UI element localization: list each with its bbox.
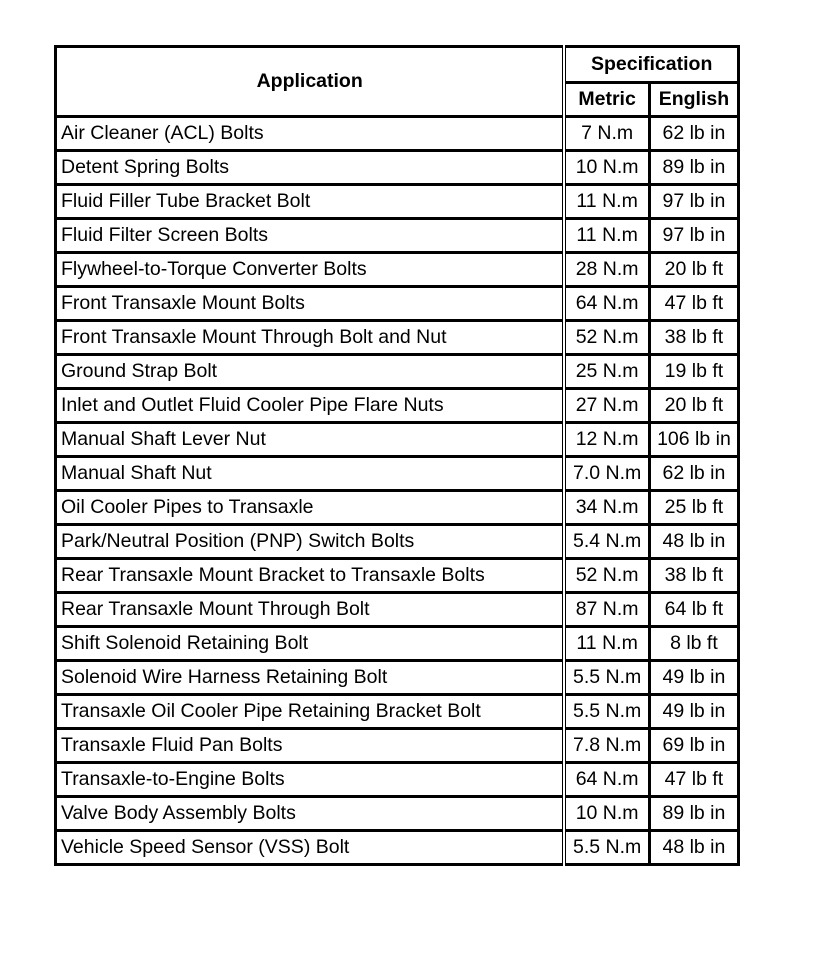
table-row (56, 831, 739, 865)
application-cell: Transaxle Fluid Pan Bolts (56, 729, 565, 763)
table-row (56, 423, 739, 457)
table-row (56, 117, 739, 151)
metric-value-cell: 64 N.m (564, 763, 649, 797)
english-value-cell: 38 lb ft (649, 559, 738, 593)
english-value-cell: 106 lb in (649, 423, 738, 457)
table-row (56, 151, 739, 185)
table-row (56, 695, 739, 729)
application-cell: Air Cleaner (ACL) Bolts (56, 117, 565, 151)
table-row (56, 797, 739, 831)
metric-value-cell: 52 N.m (564, 559, 649, 593)
application-cell: Transaxle-to-Engine Bolts (56, 763, 565, 797)
table-row (56, 219, 739, 253)
english-value-cell: 48 lb in (649, 831, 738, 865)
table-row (56, 287, 739, 321)
application-cell: Fluid Filler Tube Bracket Bolt (56, 185, 565, 219)
application-header: Application (56, 47, 565, 117)
metric-value-cell: 11 N.m (564, 219, 649, 253)
application-cell: Solenoid Wire Harness Retaining Bolt (56, 661, 565, 695)
english-header: English (649, 83, 738, 117)
application-cell: Fluid Filter Screen Bolts (56, 219, 565, 253)
english-value-cell: 69 lb in (649, 729, 738, 763)
english-value-cell: 89 lb in (649, 797, 738, 831)
english-value-cell: 38 lb ft (649, 321, 738, 355)
metric-value-cell: 7 N.m (564, 117, 649, 151)
metric-value-cell: 12 N.m (564, 423, 649, 457)
metric-value-cell: 28 N.m (564, 253, 649, 287)
table-header (56, 47, 739, 117)
application-cell: Valve Body Assembly Bolts (56, 797, 565, 831)
metric-value-cell: 5.5 N.m (564, 831, 649, 865)
application-cell: Ground Strap Bolt (56, 355, 565, 389)
application-cell: Rear Transaxle Mount Through Bolt (56, 593, 565, 627)
table-row (56, 355, 739, 389)
metric-value-cell: 87 N.m (564, 593, 649, 627)
table-row (56, 321, 739, 355)
table-row (56, 525, 739, 559)
application-cell: Shift Solenoid Retaining Bolt (56, 627, 565, 661)
table-row (56, 389, 739, 423)
table-row (56, 763, 739, 797)
english-value-cell: 25 lb ft (649, 491, 738, 525)
application-cell: Rear Transaxle Mount Bracket to Transaxle Bolts (56, 559, 565, 593)
specification-header: Specification (564, 47, 738, 83)
english-value-cell: 97 lb in (649, 185, 738, 219)
application-cell: Manual Shaft Nut (56, 457, 565, 491)
fastener-specification-table (54, 45, 740, 866)
english-value-cell: 49 lb in (649, 695, 738, 729)
application-cell: Transaxle Oil Cooler Pipe Retaining Bracket Bolt (56, 695, 565, 729)
metric-value-cell: 64 N.m (564, 287, 649, 321)
table-row (56, 729, 739, 763)
metric-value-cell: 10 N.m (564, 151, 649, 185)
application-cell: Oil Cooler Pipes to Transaxle (56, 491, 565, 525)
metric-value-cell: 7.0 N.m (564, 457, 649, 491)
english-value-cell: 89 lb in (649, 151, 738, 185)
metric-value-cell: 5.4 N.m (564, 525, 649, 559)
application-cell: Front Transaxle Mount Through Bolt and Nut (56, 321, 565, 355)
application-cell: Front Transaxle Mount Bolts (56, 287, 565, 321)
english-value-cell: 49 lb in (649, 661, 738, 695)
application-cell: Flywheel-to-Torque Converter Bolts (56, 253, 565, 287)
english-value-cell: 48 lb in (649, 525, 738, 559)
english-value-cell: 62 lb in (649, 457, 738, 491)
metric-value-cell: 52 N.m (564, 321, 649, 355)
header-row-top (56, 47, 739, 83)
table-row (56, 491, 739, 525)
application-cell: Park/Neutral Position (PNP) Switch Bolts (56, 525, 565, 559)
metric-value-cell: 25 N.m (564, 355, 649, 389)
application-cell: Inlet and Outlet Fluid Cooler Pipe Flare Nuts (56, 389, 565, 423)
metric-value-cell: 34 N.m (564, 491, 649, 525)
table-row (56, 661, 739, 695)
application-cell: Vehicle Speed Sensor (VSS) Bolt (56, 831, 565, 865)
table-row (56, 559, 739, 593)
english-value-cell: 47 lb ft (649, 287, 738, 321)
metric-header: Metric (564, 83, 649, 117)
table-row (56, 457, 739, 491)
metric-value-cell: 5.5 N.m (564, 695, 649, 729)
english-value-cell: 8 lb ft (649, 627, 738, 661)
table-body (56, 117, 739, 865)
metric-value-cell: 27 N.m (564, 389, 649, 423)
english-value-cell: 62 lb in (649, 117, 738, 151)
metric-value-cell: 10 N.m (564, 797, 649, 831)
english-value-cell: 20 lb ft (649, 253, 738, 287)
metric-value-cell: 5.5 N.m (564, 661, 649, 695)
application-cell: Manual Shaft Lever Nut (56, 423, 565, 457)
english-value-cell: 64 lb ft (649, 593, 738, 627)
english-value-cell: 19 lb ft (649, 355, 738, 389)
metric-value-cell: 7.8 N.m (564, 729, 649, 763)
table-row (56, 253, 739, 287)
english-value-cell: 97 lb in (649, 219, 738, 253)
table-row (56, 185, 739, 219)
table-row (56, 593, 739, 627)
table-row (56, 627, 739, 661)
english-value-cell: 47 lb ft (649, 763, 738, 797)
metric-value-cell: 11 N.m (564, 185, 649, 219)
metric-value-cell: 11 N.m (564, 627, 649, 661)
english-value-cell: 20 lb ft (649, 389, 738, 423)
application-cell: Detent Spring Bolts (56, 151, 565, 185)
